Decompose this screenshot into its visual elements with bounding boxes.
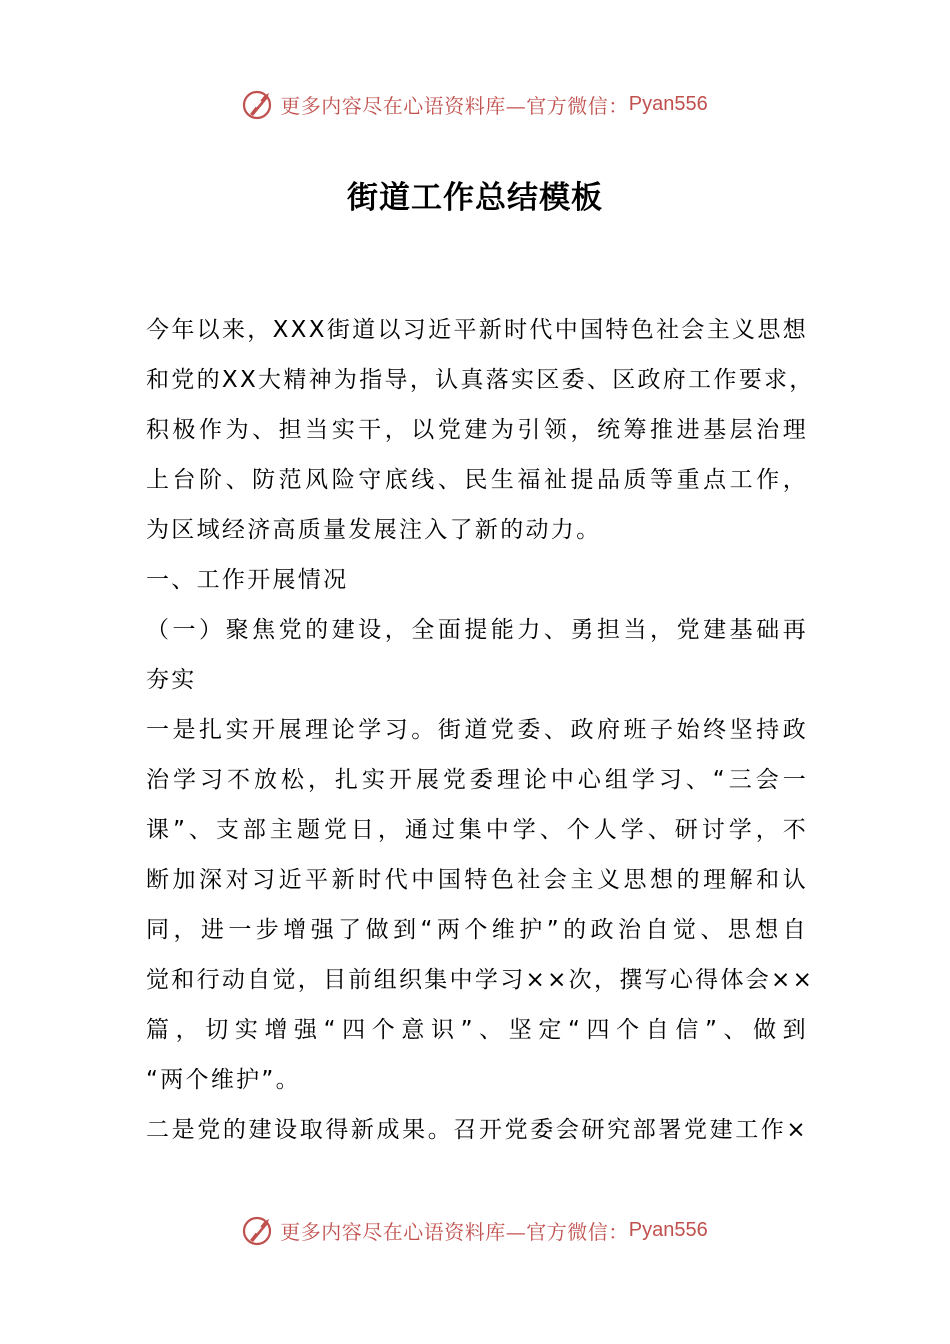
paragraph-line: 一是扎实开展理论学习。街道党委、政府班子始终坚持政 xyxy=(146,717,808,743)
paragraph-line: 二是党的建设取得新成果。召开党委会研究部署党建工作× xyxy=(146,1117,808,1143)
paragraph-line: 和党的XX大精神为指导，认真落实区委、区政府工作要求， xyxy=(146,367,815,393)
watermark-banner-bottom xyxy=(0,1210,950,1250)
paragraph-line: 断加深对习近平新时代中国特色社会主义思想的理解和认 xyxy=(146,867,808,893)
paragraph-line: 一、工作开展情况 xyxy=(146,567,349,593)
watermark-banner-top xyxy=(0,84,950,124)
paragraph-line: 课”、支部主题党日，通过集中学、个人学、研讨学，不 xyxy=(146,817,808,843)
paragraph-line: 为区域经济高质量发展注入了新的动力。 xyxy=(146,517,602,543)
pen-nib-logo-icon xyxy=(242,87,276,121)
paragraph-line: 治学习不放松，扎实开展党委理论中心组学习、“三会一 xyxy=(146,767,808,793)
paragraph-line: 积极作为、担当实干，以党建为引领，统筹推进基层治理 xyxy=(146,417,808,443)
pen-nib-logo-icon xyxy=(242,1213,276,1247)
watermark-contact: Pyan556 xyxy=(628,92,708,115)
paragraph-line: “两个维护”。 xyxy=(146,1067,301,1093)
document-title: 街道工作总结模板 xyxy=(347,180,603,216)
paragraph-line: 上台阶、防范风险守底线、民生福祉提品质等重点工作， xyxy=(146,467,808,493)
document-body xyxy=(146,305,815,1155)
paragraph-line: 今年以来，XXX街道以习近平新时代中国特色社会主义思想 xyxy=(146,317,808,343)
paragraph-line: 同，进一步增强了做到“两个维护”的政治自觉、思想自 xyxy=(146,917,808,943)
paragraph-line: （一）聚焦党的建设，全面提能力、勇担当，党建基础再 xyxy=(146,617,808,643)
paragraph-line: 觉和行动自觉，目前组织集中学习××次，撰写心得体会×× xyxy=(146,967,815,993)
paragraph-line: 篇，切实增强“四个意识”、坚定“四个自信”、做到 xyxy=(146,1017,808,1043)
watermark-text: 更多内容尽在心语资料库—官方微信： xyxy=(280,1219,629,1244)
watermark-text: 更多内容尽在心语资料库—官方微信： xyxy=(280,93,629,118)
paragraph-line: 夯实 xyxy=(146,667,197,693)
watermark-contact: Pyan556 xyxy=(628,1218,708,1241)
